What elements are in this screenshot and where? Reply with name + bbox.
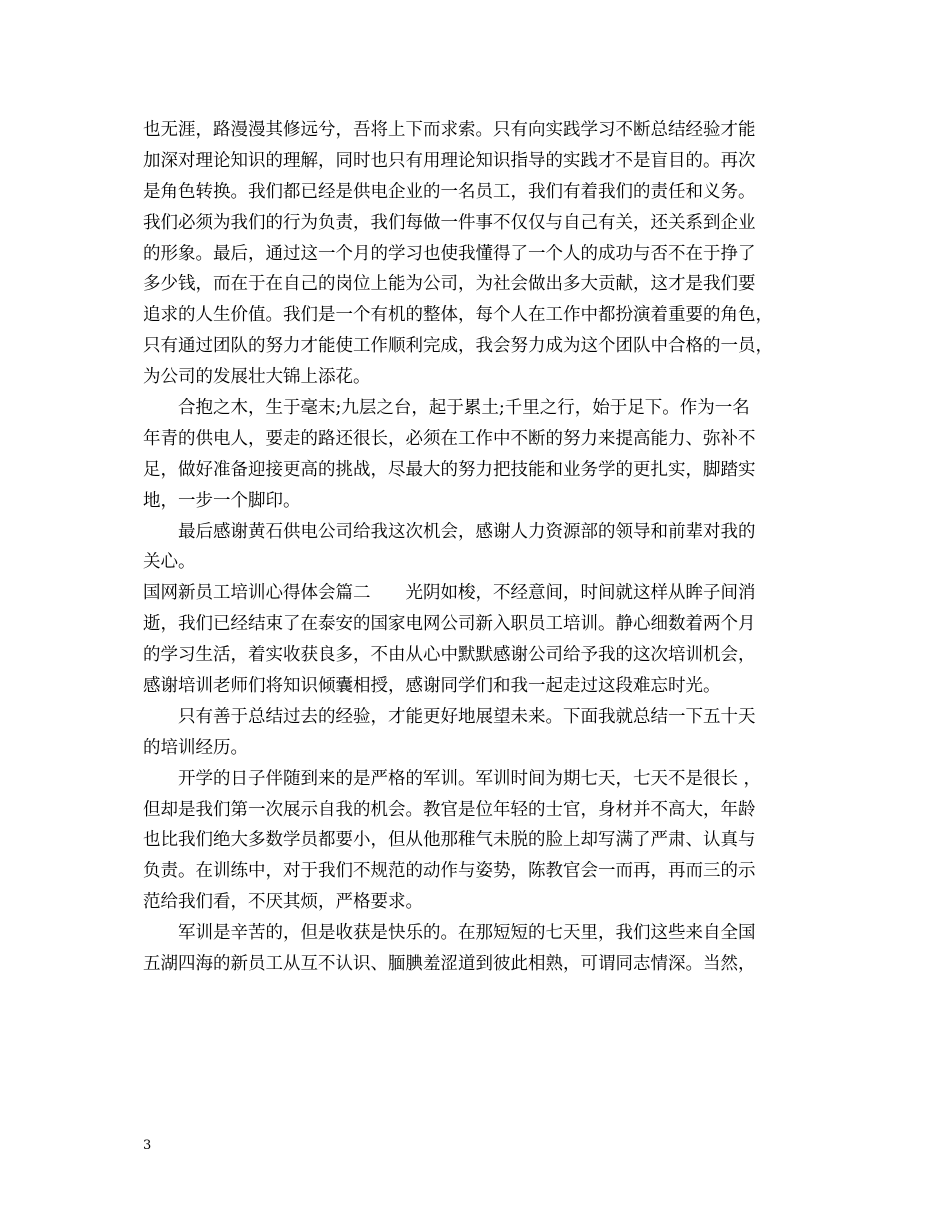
text-line: 合抱之木，生于毫末;九层之台，起于累土;千里之行，始于足下。作为一名 bbox=[143, 398, 750, 419]
section-heading-line: 国网新员工培训心得体会篇二 光阴如梭，不经意间，时间就这样从眸子间消 bbox=[143, 583, 756, 604]
text-line: 足，做好准备迎接更高的挑战，尽最大的努力把技能和业务学的更扎实，脚踏实 bbox=[143, 459, 756, 480]
text-line: 感谢培训老师们将知识倾囊相授，感谢同学们和我一起走过这段难忘时光。 bbox=[143, 676, 721, 697]
body-text bbox=[143, 115, 823, 980]
text-line: 负责。在训练中，对于我们不规范的动作与姿势，陈教官会一而再，再而三的示 bbox=[143, 861, 756, 882]
text-line: 也比我们绝大多数学员都要小，但从他那稚气未脱的脸上却写满了严肃、认真与 bbox=[143, 830, 756, 851]
text-line: 我们必须为我们的行为负责，我们每做一件事不仅仅与自己有关，还关系到企业 bbox=[143, 212, 756, 233]
text-line: 开学的日子伴随到来的是严格的军训。军训时间为期七天，七天不是很长 ， bbox=[143, 768, 762, 789]
text-line: 逝，我们已经结束了在泰安的国家电网公司新入职员工培训。静心细数着两个月 bbox=[143, 614, 756, 635]
text-line: 加深对理论知识的理解，同时也只有用理论知识指导的实践才不是盲目的。再次 bbox=[143, 150, 756, 171]
text-line: 但却是我们第一次展示自我的机会。教官是位年轻的士官，身材并不高大，年龄 bbox=[143, 799, 756, 820]
text-line: 年青的供电人，要走的路还很长，必须在工作中不断的努力来提高能力、弥补不 bbox=[143, 428, 756, 449]
text-line: 范给我们看，不厌其烦，严格要求。 bbox=[143, 892, 423, 913]
text-line: 也无涯，路漫漫其修远兮，吾将上下而求索。只有向实践学习不断总结经验才能 bbox=[143, 120, 756, 140]
text-line: 地，一步一个脚印。 bbox=[143, 490, 301, 511]
page-number: 3 bbox=[143, 1138, 152, 1153]
text-line: 最后感谢黄石供电公司给我这次机会，感谢人力资源部的领导和前辈对我的 bbox=[143, 521, 756, 542]
text-line: 的培训经历。 bbox=[143, 737, 248, 758]
text-line: 的形象。最后，通过这一个月的学习也使我懂得了一个人的成功与否不在于挣了 bbox=[143, 243, 756, 264]
text-line: 是角色转换。我们都已经是供电企业的一名员工，我们有着我们的责任和义务。 bbox=[143, 181, 756, 202]
text-line: 的学习生活，着实收获良多，不由从心中默默感谢公司给予我的这次培训机会， bbox=[143, 645, 756, 666]
text-line: 只有善于总结过去的经验，才能更好地展望未来。下面我就总结一下五十天 bbox=[143, 706, 756, 727]
text-line: 追求的人生价值。我们是一个有机的整体，每个人在工作中都扮演着重要的角色， bbox=[143, 305, 773, 326]
text-line: 只有通过团队的努力才能使工作顺利完成，我会努力成为这个团队中合格的一员， bbox=[143, 336, 773, 357]
text-line: 多少钱，而在于在自己的岗位上能为公司，为社会做出多大贡献，这才是我们要 bbox=[143, 274, 756, 295]
text-line: 军训是辛苦的，但是收获是快乐的。在那短短的七天里，我们这些来自全国 bbox=[143, 923, 756, 944]
text-line: 五湖四海的新员工从互不认识、腼腆羞涩道到彼此相熟，可谓同志情深。当然， bbox=[143, 954, 756, 975]
text-line: 关心。 bbox=[143, 552, 196, 573]
text-line: 为公司的发展壮大锦上添花。 bbox=[143, 367, 371, 388]
